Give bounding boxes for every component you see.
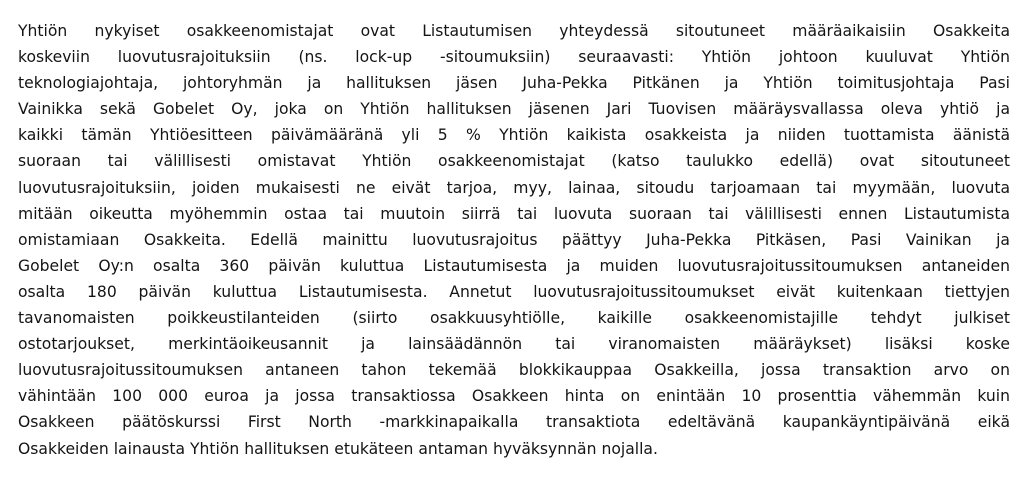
paragraph-line-3: teknologiajohtaja, johtoryhmän ja hallituksen jäsen Juha-Pekka Pitkänen ja Yhtiön toimitusjohtaja Pasi	[18, 74, 1010, 93]
paragraph-line-14: luovutusrajoitussitoumuksen antaneen tahon tekemää blokkikauppaa Osakkeilla, jossa transaktion arvo on	[18, 361, 1010, 380]
paragraph-line-5: kaikki tämän Yhtiöesitteen päivämääränä yli 5 % Yhtiön kaikista osakkeista ja niiden tuottamista äänistä	[18, 126, 1010, 145]
paragraph-line-6: suoraan tai välillisesti omistavat Yhtiön osakkeenomistajat (katso taulukko edellä) ovat sitoutuneet	[18, 152, 1010, 171]
paragraph-line-11: osalta 180 päivän kuluttua Listautumisesta. Annetut luovutusrajoitussitoumukset eivät kuitenkaan tiettyjen	[18, 282, 1010, 301]
paragraph-line-16: Osakkeen päätöskurssi First North -markkinapaikalla transaktiota edeltävänä kaupankäyntipäivänä eikä	[18, 413, 1010, 432]
paragraph-line-2: koskeviin luovutusrajoituksiin (ns. lock-up -sitoumuksiin) seuraavasti: Yhtiön johtoon kuuluvat Yhtiön	[18, 48, 1010, 67]
paragraph-line-9: omistamiaan Osakkeita. Edellä mainittu luovutusrajoitus päättyy Juha-Pekka Pitkäsen, Pasi Vainikan ja	[18, 230, 1010, 249]
paragraph-line-1: Yhtiön nykyiset osakkeenomistajat ovat Listautumisen yhteydessä sitoutuneet määräaikaisiin Osakkeita	[18, 22, 1010, 40]
paragraph-line-4: Vainikka sekä Gobelet Oy, joka on Yhtiön hallituksen jäsenen Jari Tuovisen määräysvallassa oleva yhtiö ja	[18, 100, 1010, 119]
lock-up-paragraph	[18, 18, 1010, 462]
document-body	[18, 18, 1010, 462]
paragraph-line-8: mitään oikeutta myöhemmin ostaa tai muutoin siirrä tai luovuta suoraan tai välillisesti ennen Listautumista	[18, 204, 1010, 223]
paragraph-line-10: Gobelet Oy:n osalta 360 päivän kuluttua Listautumisesta ja muiden luovutusrajoitussitoumuksen antaneiden	[18, 256, 1010, 275]
paragraph-line-12: tavanomaisten poikkeustilanteiden (siirto osakkuusyhtiölle, kaikille osakkeenomistajille tehdyt julkiset	[18, 309, 1010, 328]
paragraph-line-15: vähintään 100 000 euroa ja jossa transaktiossa Osakkeen hinta on enintään 10 prosenttia vähemmän kuin	[18, 387, 1010, 406]
paragraph-line-7: luovutusrajoituksiin, joiden mukaisesti ne eivät tarjoa, myy, lainaa, sitoudu tarjoamaan tai myymään, luovuta	[18, 178, 1010, 197]
paragraph-line-13: ostotarjoukset, merkintäoikeusannit ja lainsäädännön tai viranomaisten määräykset) lisäksi koske	[18, 335, 1010, 354]
paragraph-line-17: Osakkeiden lainausta Yhtiön hallituksen etukäteen antaman hyväksynnän nojalla.	[18, 439, 658, 458]
